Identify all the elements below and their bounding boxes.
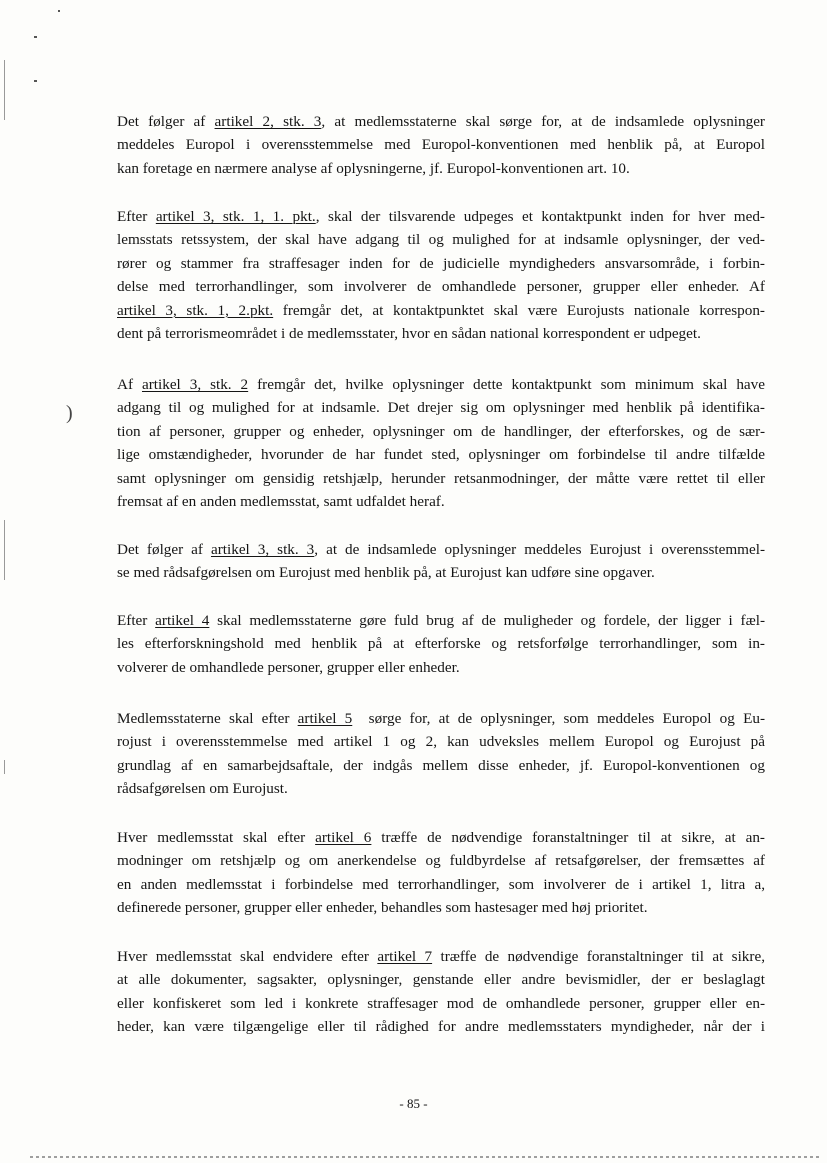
text-run: Hver medlemsstat skal endvidere efter xyxy=(117,948,378,965)
text-run: les efterforskningshold med henblik på at efterforske og retsforfølge terrorhandlinger, som in- xyxy=(117,635,765,653)
text-run: Det følger af xyxy=(117,541,211,558)
article-reference: artikel 3, stk. 1, 2.pkt. xyxy=(117,301,274,319)
article-reference: artikel 7 xyxy=(377,948,433,965)
text-line xyxy=(117,490,765,513)
article-reference: artikel 3, stk. 1, 1. pkt. xyxy=(155,208,316,225)
text-line xyxy=(117,826,765,849)
text-line xyxy=(117,157,765,180)
text-line xyxy=(117,228,765,251)
text-run: Hver medlemsstat skal efter xyxy=(117,829,316,846)
text-run: sørge for, at de oplysninger, som meddeles Europol og Eu- xyxy=(352,710,765,727)
text-line xyxy=(117,1015,765,1038)
scan-speck xyxy=(34,36,37,38)
paragraph xyxy=(117,707,765,801)
text-line xyxy=(117,777,765,800)
text-run: meddeles Europol i overensstemmelse med Europol-konventionen med henblik på, at Europol xyxy=(117,136,765,154)
text-run: Det følger af xyxy=(117,113,215,130)
text-run: lemsstats retssystem, der skal have adgang til og mulighed for at indsamle oplysninger, der ved- xyxy=(117,231,765,249)
text-run: dent på terrorismeområdet i de medlemsstater, hvor en sådan national korrespondent er udpeget. xyxy=(117,325,701,343)
text-line xyxy=(117,420,765,443)
article-reference: artikel 3, stk. 3 xyxy=(210,541,315,558)
scan-edge xyxy=(4,760,5,774)
text-line xyxy=(117,322,765,345)
text-run: rådsafgørelsen om Eurojust. xyxy=(117,780,288,798)
text-run: , at de indsamlede oplysninger meddeles Eurojust i overensstemmel- xyxy=(314,541,766,558)
text-line xyxy=(117,373,765,396)
text-line xyxy=(117,133,765,156)
text-run: kan foretage en nærmere analyse af oplysningerne, jf. Europol-konventionen art. 10. xyxy=(117,159,630,177)
text-line xyxy=(117,538,765,561)
scan-speck xyxy=(34,80,37,82)
paragraph xyxy=(117,609,765,679)
paragraph xyxy=(117,373,765,513)
paragraph xyxy=(117,538,765,585)
text-run: en anden medlemsstat i forbindelse med terrorhandlinger, som involverer de i artikel 1, litra a, xyxy=(117,875,765,893)
text-line xyxy=(117,561,765,584)
article-reference: artikel 5 xyxy=(297,710,353,727)
paragraph xyxy=(117,110,765,180)
scan-edge xyxy=(4,60,5,120)
page-number: - 85 - xyxy=(399,1096,428,1111)
text-run: se med rådsafgørelsen om Eurojust med henblik på, at Eurojust kan udføre sine opgaver. xyxy=(117,564,655,582)
article-reference: artikel 3, stk. 2 xyxy=(141,376,249,393)
text-run: , at medlemsstaterne skal sørge for, at de indsamlede oplysninger xyxy=(321,113,765,130)
text-line xyxy=(117,252,765,275)
text-run: samt oplysninger om gensidig retshjælp, herunder retsanmodninger, der måtte være rettet til eller xyxy=(117,469,765,487)
text-run: at alle dokumenter, sagsakter, oplysninger, genstande eller andre bevismidler, der er beslaglagt xyxy=(117,971,765,989)
text-run: træffe de nødvendige foranstaltninger til at sikre, xyxy=(432,948,765,965)
text-line xyxy=(117,730,765,753)
text-line xyxy=(117,299,765,322)
text-line xyxy=(117,632,765,655)
text-line xyxy=(117,754,765,777)
text-run: definerede personer, grupper eller enheder, behandles som hastesager med høj prioritet. xyxy=(117,899,648,917)
text-line xyxy=(117,968,765,991)
article-reference: artikel 4 xyxy=(155,612,210,629)
text-run: Efter xyxy=(117,208,156,225)
text-run: heder, kan være tilgængelige eller til rådighed for andre medlemsstaters myndigheder, når der i xyxy=(117,1018,765,1036)
text-run: modninger om retshjælp og om anerkendelse og fuldbyrdelse af retsafgørelser, der fremsættes af xyxy=(117,852,765,870)
article-reference: artikel 6 xyxy=(315,829,372,846)
paragraph xyxy=(117,945,765,1039)
text-run: Efter xyxy=(117,612,156,629)
text-line xyxy=(117,873,765,896)
scan-speck xyxy=(58,10,60,12)
text-run: træffe de nødvendige foranstaltninger til at sikre, at an- xyxy=(371,829,765,846)
text-run: fremgår det, at kontaktpunktet skal være Eurojusts nationale korrespon- xyxy=(273,301,765,319)
text-line xyxy=(117,896,765,919)
text-run: Medlemsstaterne skal efter xyxy=(117,710,298,727)
text-line xyxy=(117,205,765,228)
text-run: rører og stammer fra straffesager inden for de judicielle myndigheders ansvarsområde, i forbin- xyxy=(117,254,765,272)
text-line xyxy=(117,992,765,1015)
text-run: lige omstændigheder, hvorunder de har fundet sted, oplysninger om forbindelse til andre tilfælde xyxy=(117,446,765,464)
punch-hole-mark: ) xyxy=(66,402,73,424)
text-line xyxy=(117,656,765,679)
text-line xyxy=(117,443,765,466)
text-line xyxy=(117,396,765,419)
text-run: grundlag af en samarbejdsaftale, der indgås mellem disse enheder, jf. Europol-konventionen og xyxy=(117,756,765,774)
text-run: fremgår det, hvilke oplysninger dette kontaktpunkt som minimum skal have xyxy=(248,376,765,393)
text-run: delse med terrorhandlinger, som involverer de omhandlede personer, grupper eller enheder. Af xyxy=(117,278,765,296)
paragraph xyxy=(117,826,765,920)
text-line xyxy=(117,707,765,730)
text-line xyxy=(117,849,765,872)
article-reference: artikel 2, stk. 3 xyxy=(214,113,322,130)
text-run: eller konfiskeret som led i konkrete straffesager mod de omhandlede personer, grupper eller en- xyxy=(117,994,765,1012)
text-line xyxy=(117,110,765,133)
text-run: adgang til og mulighed for at indsamle. Det drejer sig om oplysninger med henblik på identifika- xyxy=(117,399,765,417)
scan-bottom-edge xyxy=(30,1156,820,1158)
text-run: fremsat af en anden medlemsstat, samt udfaldet heraf. xyxy=(117,493,445,511)
text-line xyxy=(117,609,765,632)
text-line xyxy=(117,945,765,968)
text-line xyxy=(117,275,765,298)
scan-edge xyxy=(4,520,5,580)
text-run: rojust i overensstemmelse med artikel 1 og 2, kan udveksles mellem Europol og Eurojust på xyxy=(117,733,765,751)
text-run: volverer de omhandlede personer, grupper eller enheder. xyxy=(117,658,460,676)
paragraph xyxy=(117,205,765,345)
text-run: tion af personer, grupper og enheder, oplysninger om de handlinger, der efterforskes, og de sær- xyxy=(117,422,765,440)
text-run: skal medlemsstaterne gøre fuld brug af de muligheder og fordele, der ligger i fæl- xyxy=(209,612,766,629)
text-run: Af xyxy=(117,376,142,393)
text-run: , skal der tilsvarende udpeges et kontaktpunkt inden for hver med- xyxy=(315,208,765,225)
text-line xyxy=(117,467,765,490)
